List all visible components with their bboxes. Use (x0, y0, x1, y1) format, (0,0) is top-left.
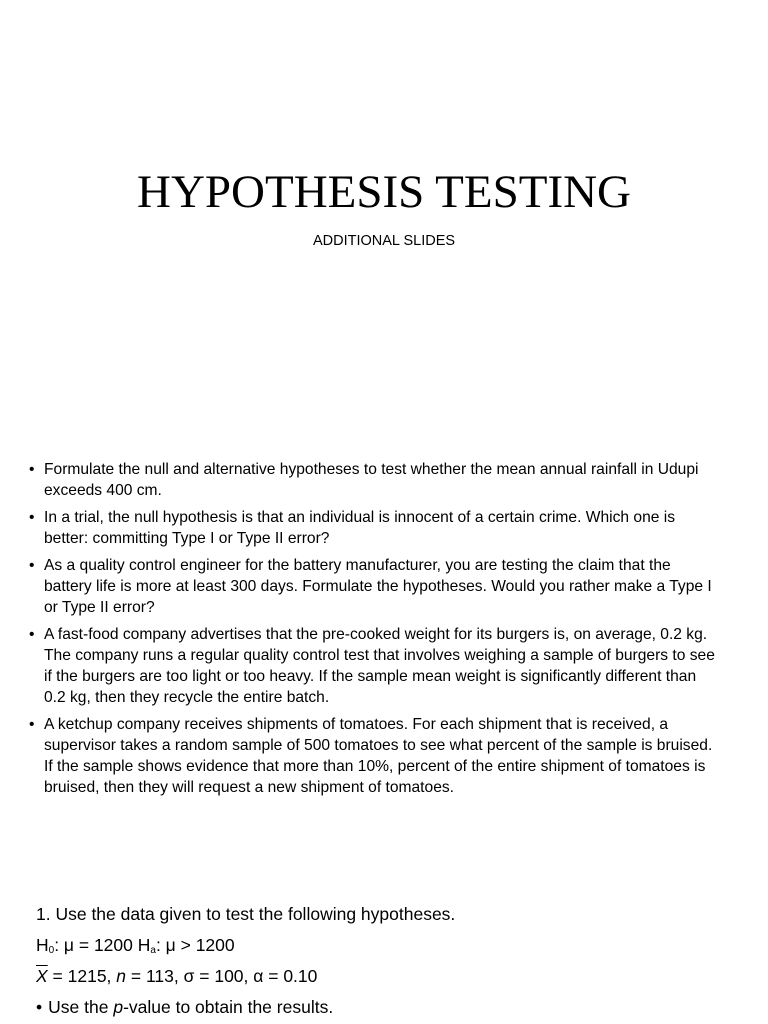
question-item: • Formulate the null and alternative hypotheses to test whether the mean annual rainfall in Udupi exceeds 400 cm. (29, 459, 719, 501)
bullet-glyph: • (36, 997, 43, 1017)
xbar-value: = 1215, (47, 966, 117, 986)
h0-label: H (36, 935, 49, 955)
ha-subscript: a (150, 945, 156, 956)
sample-statistics-line (36, 965, 317, 987)
h0-statement: : μ = 1200 H (54, 935, 151, 955)
exercise-questions-slide (0, 430, 768, 860)
question-item: • In a trial, the null hypothesis is that an individual is innocent of a certain crime. Which one is better: committing Type I or Type II error? (29, 507, 719, 549)
instruction-pre: Use the (48, 997, 114, 1017)
title-slide (0, 0, 768, 430)
statistics-values: = 113, σ = 100, α = 0.10 (126, 966, 318, 986)
slide-title: HYPOTHESIS TESTING (137, 166, 631, 218)
instruction-post: -value to obtain the results. (123, 997, 334, 1017)
p-value-instruction (36, 996, 333, 1018)
question-list (29, 459, 719, 804)
question-item: • A fast-food company advertises that the pre-cooked weight for its burgers is, on average, 0.2 kg. The company runs a regular quality control test that involves weighing a sample of burgers to see if the burgers are too light or too heavy. If the sample mean weight is significantly different than 0.2 kg, then they recycle the entire batch. (29, 624, 719, 708)
exercise-instruction: 1. Use the data given to test the following hypotheses. (36, 904, 456, 924)
xbar-symbol: $\overline{X}$ (36, 966, 48, 986)
question-item: • As a quality control engineer for the battery manufacturer, you are testing the claim that the battery life is more at least 300 days. Formulate the hypotheses. Would you rather make a Type I or Type II error? (29, 555, 719, 618)
n-symbol: n (116, 966, 127, 986)
p-symbol: p (113, 997, 124, 1017)
slide-subtitle: ADDITIONAL SLIDES (312, 233, 456, 249)
h0-subscript: 0 (48, 945, 55, 956)
hypotheses-line (36, 934, 235, 956)
question-item: • A ketchup company receives shipments of tomatoes. For each shipment that is received, a supervisor takes a random sample of 500 tomatoes to see what percent of the sample is bruised. If the sample shows evidence that more than 10%, percent of the entire shipment of tomatoes is bruised, then they will request a new shipment of tomatoes. (29, 714, 719, 798)
ha-statement: : μ > 1200 (155, 935, 235, 955)
hypothesis-exercise-slide (0, 860, 768, 1024)
